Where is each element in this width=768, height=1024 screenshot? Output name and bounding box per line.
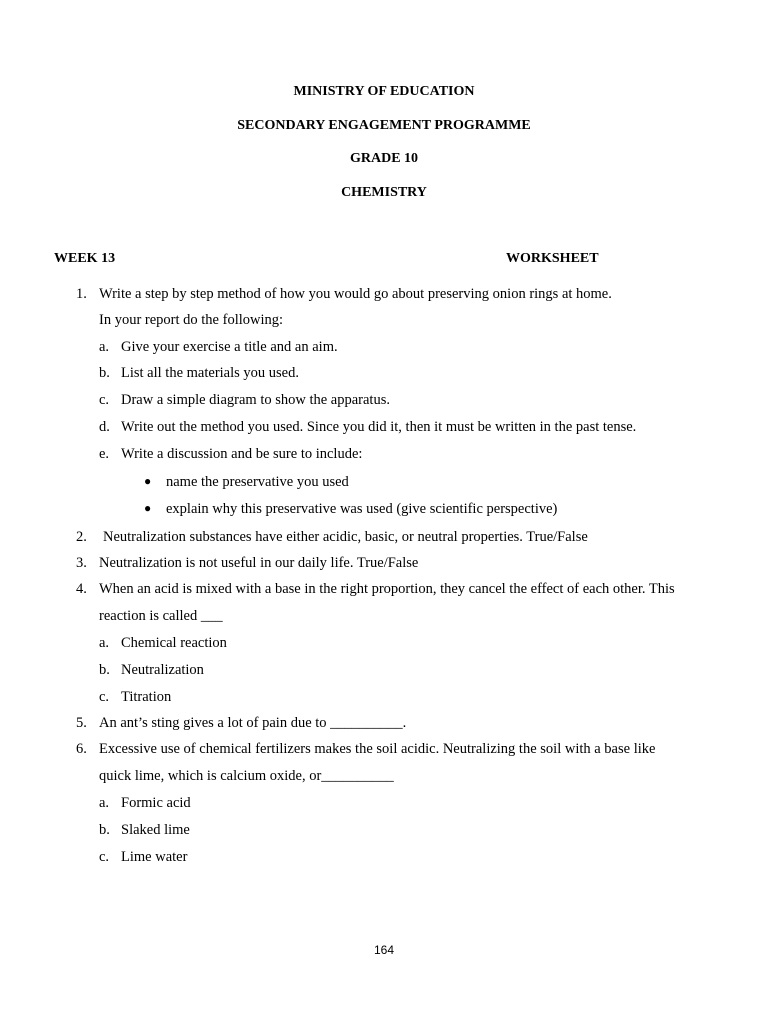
option-text: Neutralization (121, 662, 204, 678)
bullet-icon: ● (144, 501, 152, 515)
bullet-icon: ● (144, 474, 152, 488)
option-label: a. (99, 339, 110, 355)
bullet-text: name the preservative you used (166, 474, 349, 490)
question-text: Excessive use of chemical fertilizers makes the soil acidic. Neutralizing the soil with a base like (99, 741, 656, 757)
option-label: c. (99, 849, 110, 865)
option-label: d. (99, 419, 110, 435)
option-text: Chemical reaction (121, 635, 227, 651)
bullet-text: explain why this preservative was used (give scientific perspective) (166, 501, 558, 517)
option-text: Slaked lime (121, 822, 190, 838)
option-label: c. (99, 392, 110, 408)
question-text: Neutralization is not useful in our daily life. True/False (99, 555, 419, 571)
question-number: 6. (76, 741, 87, 757)
question-text-continued: In your report do the following: (99, 312, 284, 328)
week-label: WEEK 13 (54, 251, 116, 266)
option-label: e. (99, 446, 110, 462)
option-label: b. (99, 822, 110, 838)
option-text: Draw a simple diagram to show the apparatus. (121, 392, 390, 408)
header-ministry: MINISTRY OF EDUCATION (293, 84, 475, 99)
option-label: b. (99, 365, 110, 381)
option-text: Lime water (121, 849, 188, 865)
question-text: Write a step by step method of how you would go about preserving onion rings at home. (99, 286, 612, 302)
header-subject: CHEMISTRY (341, 185, 427, 200)
page-number: 164 (373, 943, 395, 957)
option-text: Titration (121, 689, 172, 705)
question-number: 5. (76, 715, 87, 731)
worksheet-label: WORKSHEET (506, 251, 599, 266)
question-text-continued: reaction is called ___ (99, 608, 223, 624)
option-label: b. (99, 662, 110, 678)
question-number: 1. (76, 286, 87, 302)
option-text: Give your exercise a title and an aim. (121, 339, 338, 355)
header-grade: GRADE 10 (349, 151, 419, 166)
question-number: 4. (76, 581, 87, 597)
option-text: Write a discussion and be sure to include: (121, 446, 363, 462)
option-label: c. (99, 689, 110, 705)
question-number: 3. (76, 555, 87, 571)
question-text: Neutralization substances have either acidic, basic, or neutral properties. True/False (103, 529, 588, 545)
header-programme: SECONDARY ENGAGEMENT PROGRAMME (237, 118, 531, 133)
question-text-continued: quick lime, which is calcium oxide, or__________ (99, 768, 394, 784)
option-text: Formic acid (121, 795, 191, 811)
option-text: Write out the method you used. Since you did it, then it must be written in the past tense. (121, 419, 637, 435)
option-label: a. (99, 795, 110, 811)
option-text: List all the materials you used. (121, 365, 299, 381)
question-number: 2. (76, 529, 87, 545)
question-text: When an acid is mixed with a base in the right proportion, they cancel the effect of each other. This (99, 581, 675, 597)
option-label: a. (99, 635, 110, 651)
question-text: An ant’s sting gives a lot of pain due to __________. (99, 715, 407, 731)
